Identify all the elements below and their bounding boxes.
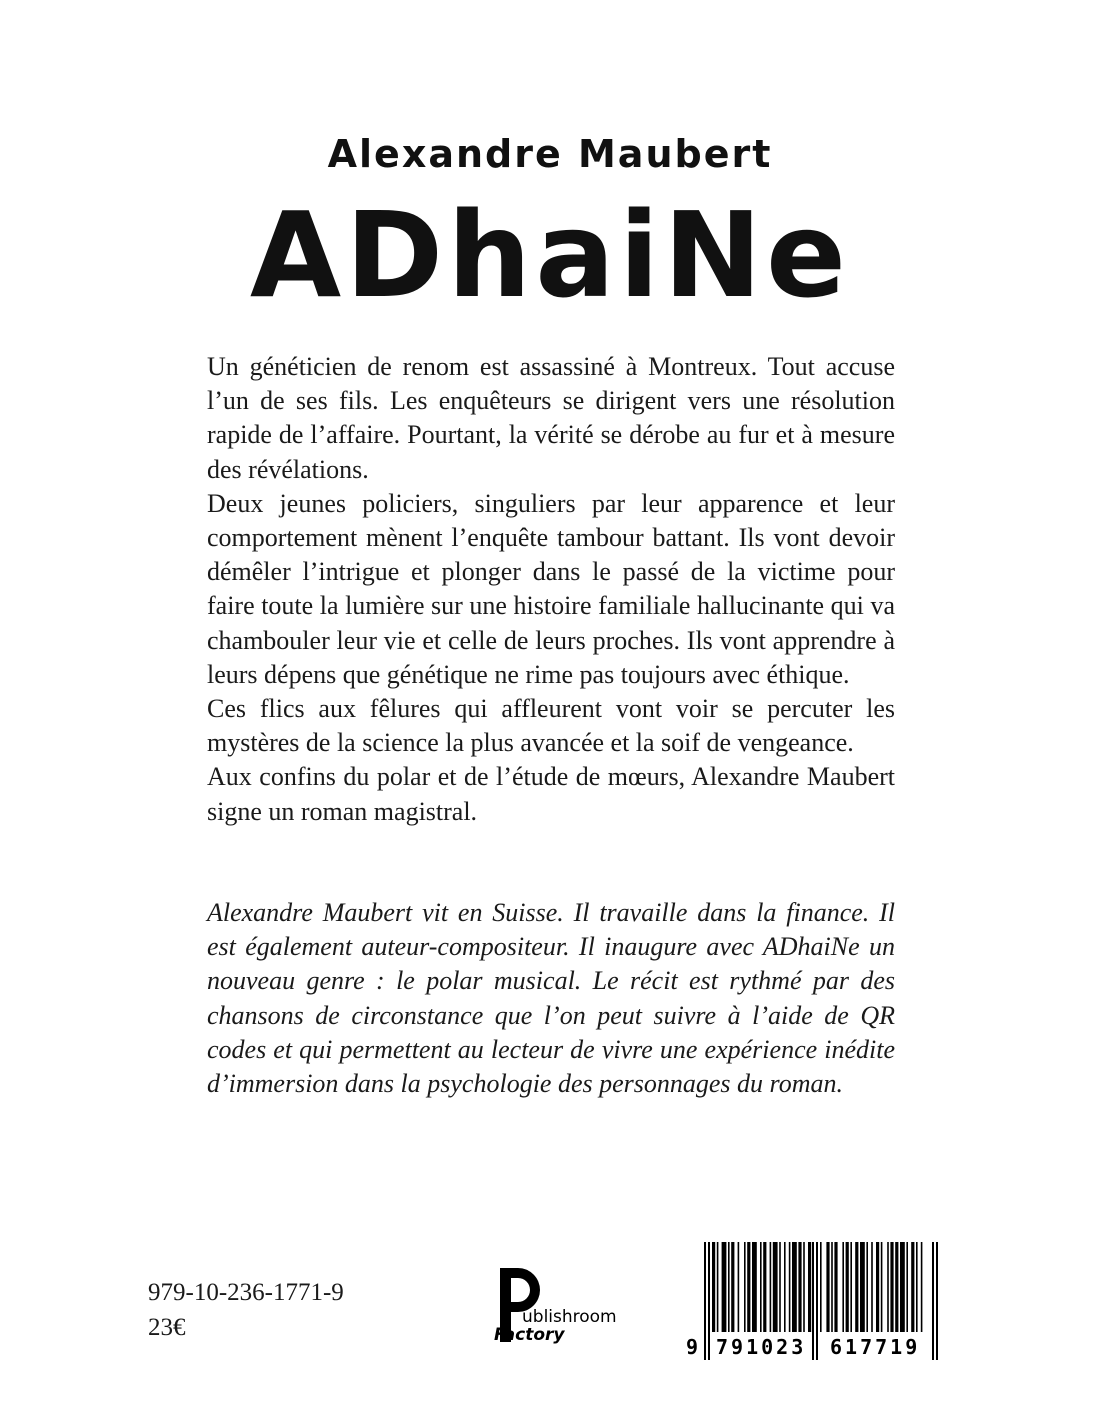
- barcode-bar: [752, 1242, 757, 1332]
- barcode-bar: [770, 1242, 772, 1332]
- barcode-digit-group-1: 791023: [716, 1335, 807, 1359]
- barcode-bar: [871, 1242, 873, 1332]
- barcode-bar: [747, 1242, 750, 1332]
- synopsis-paragraph: Aux confins du polar et de l’étude de mœurs, Alexandre Maubert signe un roman magistral.: [207, 762, 895, 826]
- barcode-digits: [684, 1332, 942, 1362]
- barcode-bar: [842, 1242, 844, 1332]
- publishroom-factory-logo-icon: [492, 1264, 632, 1348]
- author-bio: Alexandre Maubert vit en Suisse. Il travaille dans la finance. Il est également auteur-compositeur. Il inaugure avec ADhaiNe un nouveau genre : le polar musical. Le récit est rythmé par des chansons de circonstance que l’on peut suivre à l’aide de QR codes et qui permettent au lecteur de vivre une expérience inédite d’immersion dans la psychologie des personnages du roman.: [207, 898, 895, 1099]
- barcode-bar: [717, 1242, 719, 1332]
- barcode-bar: [779, 1242, 781, 1332]
- barcode-bar: [731, 1242, 734, 1332]
- synopsis-paragraph: Deux jeunes policiers, singuliers par leur apparence et leur comportement mènent l’enquête tambour battant. Ils vont devoir démêler l’intrigue et plonger dans le passé de la victime pour faire toute la lumière sur une histoire familiale hallucinante qui va chambouler leur vie et celle de leurs proches. Ils vont apprendre à leurs dépens que génétique ne rime pas toujours avec éthique.: [207, 488, 895, 689]
- barcode-bar: [820, 1242, 822, 1332]
- barcode-bar: [784, 1242, 786, 1332]
- barcode-bar: [900, 1242, 905, 1332]
- barcode-bar: [789, 1242, 791, 1332]
- barcode-bar: [850, 1242, 852, 1332]
- synopsis: [207, 350, 895, 829]
- barcode-bar: [792, 1242, 797, 1332]
- barcode-bar: [895, 1242, 898, 1332]
- barcode-bar: [866, 1242, 868, 1332]
- barcode-bar: [763, 1242, 766, 1332]
- barcode-bar: [831, 1242, 833, 1332]
- barcode-digit-group-2: 617719: [830, 1335, 921, 1359]
- barcode-bar: [911, 1242, 914, 1332]
- book-title: ADhaiNe: [249, 186, 851, 324]
- barcode-bar: [744, 1242, 746, 1332]
- barcode-bar: [921, 1242, 923, 1332]
- barcode-bar: [798, 1242, 801, 1332]
- barcode-bar: [846, 1242, 849, 1332]
- barcode-bar: [760, 1242, 762, 1332]
- barcode-bar: [881, 1242, 883, 1332]
- barcode-bar: [890, 1242, 893, 1332]
- barcode-bar: [887, 1242, 889, 1332]
- barcode-bar: [834, 1242, 837, 1332]
- barcode-bar: [855, 1242, 858, 1332]
- price: 23€: [148, 1314, 186, 1341]
- barcode-bar: [773, 1242, 778, 1332]
- author-name: Alexandre Maubert: [327, 132, 773, 176]
- barcode-bar: [876, 1242, 879, 1332]
- barcode-bar: [738, 1242, 740, 1332]
- barcode-bar: [860, 1242, 865, 1332]
- barcode-bar: [916, 1242, 918, 1332]
- barcode-bar: [722, 1242, 727, 1332]
- synopsis-paragraph: Ces flics aux fêlures qui affleurent vont voir se percuter les mystères de la science la plus avancée et la soif de vengeance.: [207, 694, 895, 758]
- publisher-name-line2: Factory: [494, 1325, 565, 1345]
- barcode-bar: [906, 1242, 908, 1332]
- barcode-bar: [712, 1242, 715, 1332]
- barcode-digit-lead: 9: [686, 1335, 699, 1359]
- synopsis-paragraph: Un généticien de renom est assassiné à Montreux. Tout accuse l’un de ses fils. Les enquêteurs se dirigent vers une résolution rapide de l’affaire. Pourtant, la vérité se dérobe au fur et à mesure des révélations.: [207, 352, 895, 484]
- barcode-bar: [803, 1242, 805, 1332]
- publisher-name-line1: ublishroom: [522, 1307, 617, 1327]
- isbn: 979-10-236-1771-9: [148, 1279, 344, 1306]
- barcode-bar: [826, 1242, 829, 1332]
- barcode-bar: [728, 1242, 730, 1332]
- barcode-bar: [808, 1242, 811, 1332]
- barcode: [684, 1240, 942, 1365]
